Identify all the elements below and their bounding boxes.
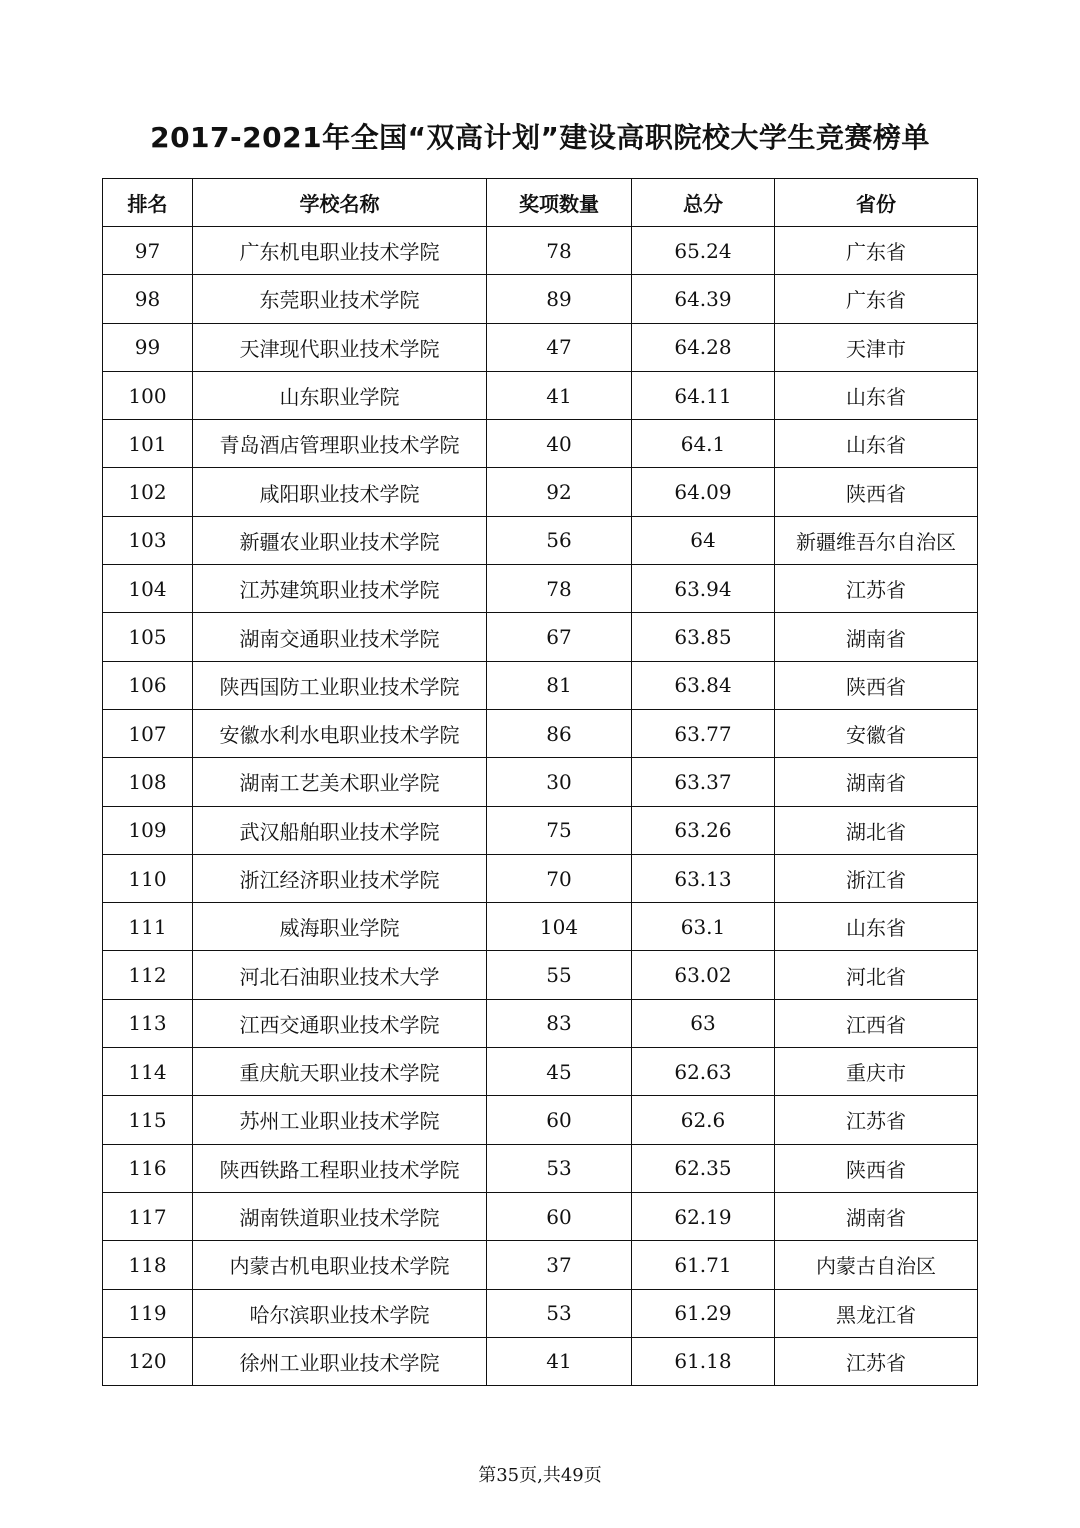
table-row [103, 951, 978, 999]
cell-province: 陕西省 [775, 661, 978, 709]
cell-awards: 47 [487, 323, 632, 371]
cell-score: 63.94 [632, 565, 775, 613]
cell-school: 湖南工艺美术职业学院 [193, 758, 487, 806]
cell-school: 江西交通职业技术学院 [193, 999, 487, 1047]
cell-province: 湖南省 [775, 613, 978, 661]
cell-rank: 98 [103, 275, 193, 323]
cell-province: 湖南省 [775, 1192, 978, 1240]
cell-awards: 60 [487, 1096, 632, 1144]
cell-school: 武汉船舶职业技术学院 [193, 806, 487, 854]
cell-awards: 104 [487, 903, 632, 951]
table-row [103, 516, 978, 564]
cell-awards: 81 [487, 661, 632, 709]
cell-score: 61.18 [632, 1337, 775, 1385]
table-row [103, 1144, 978, 1192]
table-row [103, 758, 978, 806]
cell-score: 64.39 [632, 275, 775, 323]
cell-school: 重庆航天职业技术学院 [193, 1048, 487, 1096]
cell-awards: 41 [487, 371, 632, 419]
cell-province: 新疆维吾尔自治区 [775, 516, 978, 564]
table-row [103, 420, 978, 468]
cell-province: 广东省 [775, 227, 978, 275]
cell-awards: 83 [487, 999, 632, 1047]
cell-rank: 112 [103, 951, 193, 999]
cell-province: 安徽省 [775, 709, 978, 757]
cell-school: 咸阳职业技术学院 [193, 468, 487, 516]
cell-rank: 120 [103, 1337, 193, 1385]
table-row [103, 1192, 978, 1240]
table-row [103, 565, 978, 613]
header-school: 学校名称 [193, 179, 487, 227]
cell-school: 徐州工业职业技术学院 [193, 1337, 487, 1385]
cell-province: 内蒙古自治区 [775, 1241, 978, 1289]
cell-rank: 118 [103, 1241, 193, 1289]
cell-rank: 114 [103, 1048, 193, 1096]
page-footer: 第35页,共49页 [478, 1465, 602, 1486]
cell-school: 威海职业学院 [193, 903, 487, 951]
cell-school: 浙江经济职业技术学院 [193, 854, 487, 902]
cell-awards: 40 [487, 420, 632, 468]
table-row [103, 1337, 978, 1385]
cell-school: 东莞职业技术学院 [193, 275, 487, 323]
table-row [103, 999, 978, 1047]
cell-awards: 53 [487, 1289, 632, 1337]
cell-score: 65.24 [632, 227, 775, 275]
cell-awards: 89 [487, 275, 632, 323]
cell-awards: 56 [487, 516, 632, 564]
cell-rank: 116 [103, 1144, 193, 1192]
cell-awards: 30 [487, 758, 632, 806]
table-row [103, 1096, 978, 1144]
cell-score: 63.37 [632, 758, 775, 806]
cell-province: 河北省 [775, 951, 978, 999]
cell-score: 64.09 [632, 468, 775, 516]
cell-rank: 108 [103, 758, 193, 806]
cell-awards: 78 [487, 565, 632, 613]
cell-awards: 75 [487, 806, 632, 854]
cell-rank: 107 [103, 709, 193, 757]
cell-province: 天津市 [775, 323, 978, 371]
ranking-table [102, 178, 978, 1386]
cell-school: 陕西铁路工程职业技术学院 [193, 1144, 487, 1192]
table-row [103, 1048, 978, 1096]
table-row [103, 661, 978, 709]
header-awards: 奖项数量 [487, 179, 632, 227]
cell-awards: 55 [487, 951, 632, 999]
cell-score: 64 [632, 516, 775, 564]
cell-rank: 100 [103, 371, 193, 419]
table-row [103, 854, 978, 902]
cell-province: 山东省 [775, 371, 978, 419]
cell-awards: 37 [487, 1241, 632, 1289]
cell-school: 山东职业学院 [193, 371, 487, 419]
cell-school: 湖南交通职业技术学院 [193, 613, 487, 661]
cell-school: 天津现代职业技术学院 [193, 323, 487, 371]
cell-awards: 78 [487, 227, 632, 275]
cell-rank: 117 [103, 1192, 193, 1240]
cell-rank: 115 [103, 1096, 193, 1144]
table-header-row [103, 179, 978, 227]
cell-awards: 45 [487, 1048, 632, 1096]
cell-school: 哈尔滨职业技术学院 [193, 1289, 487, 1337]
cell-awards: 70 [487, 854, 632, 902]
table-row [103, 1241, 978, 1289]
cell-score: 64.28 [632, 323, 775, 371]
cell-province: 江苏省 [775, 1096, 978, 1144]
cell-province: 陕西省 [775, 1144, 978, 1192]
table-row [103, 275, 978, 323]
cell-rank: 99 [103, 323, 193, 371]
cell-score: 64.1 [632, 420, 775, 468]
cell-province: 浙江省 [775, 854, 978, 902]
cell-province: 江苏省 [775, 1337, 978, 1385]
cell-score: 63.77 [632, 709, 775, 757]
cell-province: 陕西省 [775, 468, 978, 516]
cell-awards: 86 [487, 709, 632, 757]
cell-province: 江西省 [775, 999, 978, 1047]
cell-score: 63 [632, 999, 775, 1047]
cell-school: 河北石油职业技术大学 [193, 951, 487, 999]
cell-province: 湖南省 [775, 758, 978, 806]
cell-school: 广东机电职业技术学院 [193, 227, 487, 275]
cell-score: 63.84 [632, 661, 775, 709]
cell-province: 黑龙江省 [775, 1289, 978, 1337]
cell-rank: 101 [103, 420, 193, 468]
cell-rank: 97 [103, 227, 193, 275]
cell-rank: 104 [103, 565, 193, 613]
header-rank: 排名 [103, 179, 193, 227]
cell-rank: 105 [103, 613, 193, 661]
table-row [103, 903, 978, 951]
cell-awards: 53 [487, 1144, 632, 1192]
table-row [103, 613, 978, 661]
cell-awards: 41 [487, 1337, 632, 1385]
cell-rank: 103 [103, 516, 193, 564]
cell-province: 江苏省 [775, 565, 978, 613]
cell-score: 63.02 [632, 951, 775, 999]
cell-awards: 60 [487, 1192, 632, 1240]
table-row [103, 227, 978, 275]
cell-score: 62.19 [632, 1192, 775, 1240]
cell-score: 63.13 [632, 854, 775, 902]
table-row [103, 709, 978, 757]
cell-province: 重庆市 [775, 1048, 978, 1096]
cell-score: 63.85 [632, 613, 775, 661]
header-score: 总分 [632, 179, 775, 227]
cell-score: 61.29 [632, 1289, 775, 1337]
cell-province: 湖北省 [775, 806, 978, 854]
table-row [103, 371, 978, 419]
cell-rank: 111 [103, 903, 193, 951]
cell-score: 63.1 [632, 903, 775, 951]
table-row [103, 1289, 978, 1337]
cell-rank: 106 [103, 661, 193, 709]
page-title: 2017-2021年全国“双高计划”建设高职院校大学生竞赛榜单 [150, 121, 930, 154]
table-row [103, 468, 978, 516]
cell-province: 广东省 [775, 275, 978, 323]
cell-awards: 92 [487, 468, 632, 516]
cell-score: 62.35 [632, 1144, 775, 1192]
table-row [103, 323, 978, 371]
cell-school: 湖南铁道职业技术学院 [193, 1192, 487, 1240]
cell-rank: 119 [103, 1289, 193, 1337]
cell-score: 63.26 [632, 806, 775, 854]
cell-school: 青岛酒店管理职业技术学院 [193, 420, 487, 468]
cell-province: 山东省 [775, 903, 978, 951]
cell-school: 江苏建筑职业技术学院 [193, 565, 487, 613]
cell-score: 61.71 [632, 1241, 775, 1289]
cell-school: 陕西国防工业职业技术学院 [193, 661, 487, 709]
cell-rank: 109 [103, 806, 193, 854]
header-province: 省份 [775, 179, 978, 227]
cell-score: 62.6 [632, 1096, 775, 1144]
cell-school: 新疆农业职业技术学院 [193, 516, 487, 564]
cell-score: 62.63 [632, 1048, 775, 1096]
table-row [103, 806, 978, 854]
cell-rank: 102 [103, 468, 193, 516]
cell-awards: 67 [487, 613, 632, 661]
cell-school: 苏州工业职业技术学院 [193, 1096, 487, 1144]
cell-score: 64.11 [632, 371, 775, 419]
cell-rank: 113 [103, 999, 193, 1047]
cell-province: 山东省 [775, 420, 978, 468]
cell-school: 安徽水利水电职业技术学院 [193, 709, 487, 757]
cell-school: 内蒙古机电职业技术学院 [193, 1241, 487, 1289]
cell-rank: 110 [103, 854, 193, 902]
